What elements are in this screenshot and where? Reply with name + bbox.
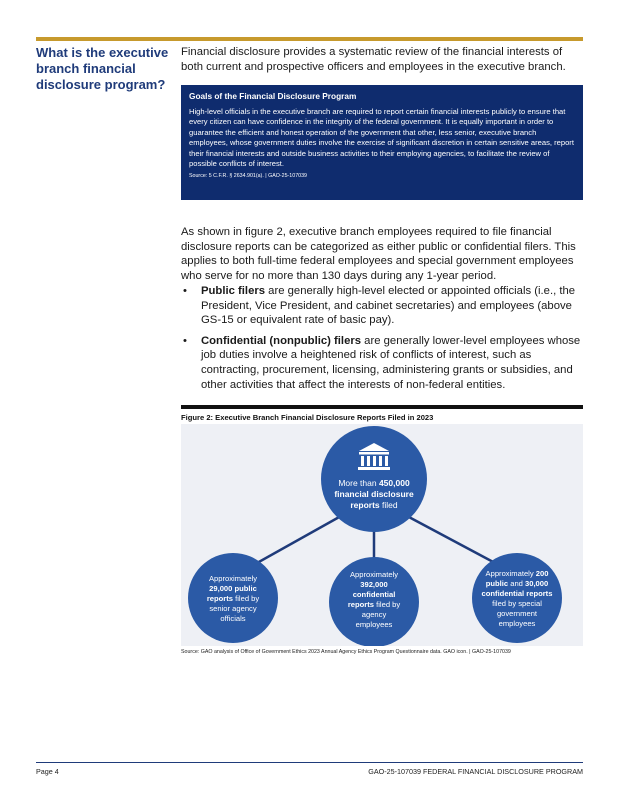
right-line4: filed by special xyxy=(492,599,542,608)
intro-paragraph: Financial disclosure provides a systematic review of the financial interests of both current and prospective officers and employees in the executive branch. xyxy=(181,46,566,73)
figure-source: Source: GAO analysis of Office of Government Ethics 2023 Annual Agency Ethics Program Questionnaire data. GAO icon. | GAO-25-107039 xyxy=(181,649,511,655)
public-filers-term: Public filers xyxy=(201,285,266,297)
middle-line4: reports filed by xyxy=(347,600,401,609)
middle-line1: Approximately xyxy=(349,570,399,579)
left-line1: Approximately xyxy=(208,574,258,583)
right-line3: confidential reports xyxy=(481,589,553,598)
right-line1: Approximately 200 xyxy=(485,569,549,578)
goals-box-source: Source: 5 C.F.R. § 2634.901(a). | GAO-25-107039 xyxy=(189,173,307,180)
special-employees-circle xyxy=(472,553,562,643)
goals-box-title: Goals of the Financial Disclosure Program xyxy=(189,91,357,101)
left-line5: officials xyxy=(220,614,246,623)
document-id: GAO-25-107039 FEDERAL FINANCIAL DISCLOSURE PROGRAM xyxy=(368,767,583,776)
page-number: Page 4 xyxy=(36,767,59,776)
goals-box-body: High-level officials in the executive branch are required to report certain financial interests publicly to ensure that every citizen can have confidence in the integrity of the federal government. It is equally important in order to guarantee the efficient and honest operation of the government that other, less senior, executive branch employees, whose government duties involve the exercise of significant discretion in certain sensitive areas, report their financial interests and outside business activities to their employing agencies, to facilitate the review of possible conflicts of interest. xyxy=(189,107,574,169)
section-heading: What is the executive branch financial disclosure program? xyxy=(36,45,169,92)
filer-categories-paragraph: As shown in figure 2, executive branch employees required to file financial disclosure reports can be categorized as either public or confidential filers. This applies to both full-time federal employees and special government employees who serve for no more than 130 days during any 1-year period. xyxy=(181,226,576,282)
list-item xyxy=(181,334,583,392)
total-line1: More than 450,000 xyxy=(338,478,410,488)
confidential-filers-description: are generally lower-level employees whose job duties involve a heightened risk of conflicts of interest, such as contracting, procurement, licensing, administering grants or subsidies, and other activities that affect the interests of non-federal entities. xyxy=(201,334,581,391)
figure-title: Figure 2: Executive Branch Financial Disclosure Reports Filed in 2023 xyxy=(181,413,434,422)
total-line3: reports filed xyxy=(350,500,398,510)
left-line2: 29,000 public xyxy=(209,584,257,593)
total-line2: financial disclosure xyxy=(334,489,414,499)
middle-line2: 392,000 xyxy=(360,580,388,589)
right-line5: government xyxy=(496,609,538,618)
list-item xyxy=(181,284,583,328)
section-top-rule xyxy=(36,37,583,41)
left-line3: reports filed by xyxy=(206,594,260,603)
filings-diagram xyxy=(181,424,583,646)
middle-line3: confidential xyxy=(352,590,396,599)
bullet-icon: • xyxy=(183,334,187,347)
left-line4: senior agency xyxy=(209,604,257,613)
figure-panel xyxy=(181,424,583,646)
middle-line6: employees xyxy=(355,620,393,629)
middle-line5: agency xyxy=(361,610,387,619)
right-line2: public and 30,000 xyxy=(485,579,549,588)
right-line6: employees xyxy=(498,619,536,628)
bullet-icon: • xyxy=(183,285,187,297)
confidential-filers-term: Confidential (nonpublic) filers xyxy=(201,334,362,347)
footer-rule xyxy=(36,762,583,763)
public-filers-description: are generally high-level elected or appointed officials (i.e., the President, Vice President, and cabinet secretaries) and employees (above GS-15 or equivalent rate of basic pay). xyxy=(201,285,576,327)
goals-box xyxy=(181,85,583,200)
figure-top-rule xyxy=(181,405,583,409)
filer-type-list xyxy=(181,284,583,398)
